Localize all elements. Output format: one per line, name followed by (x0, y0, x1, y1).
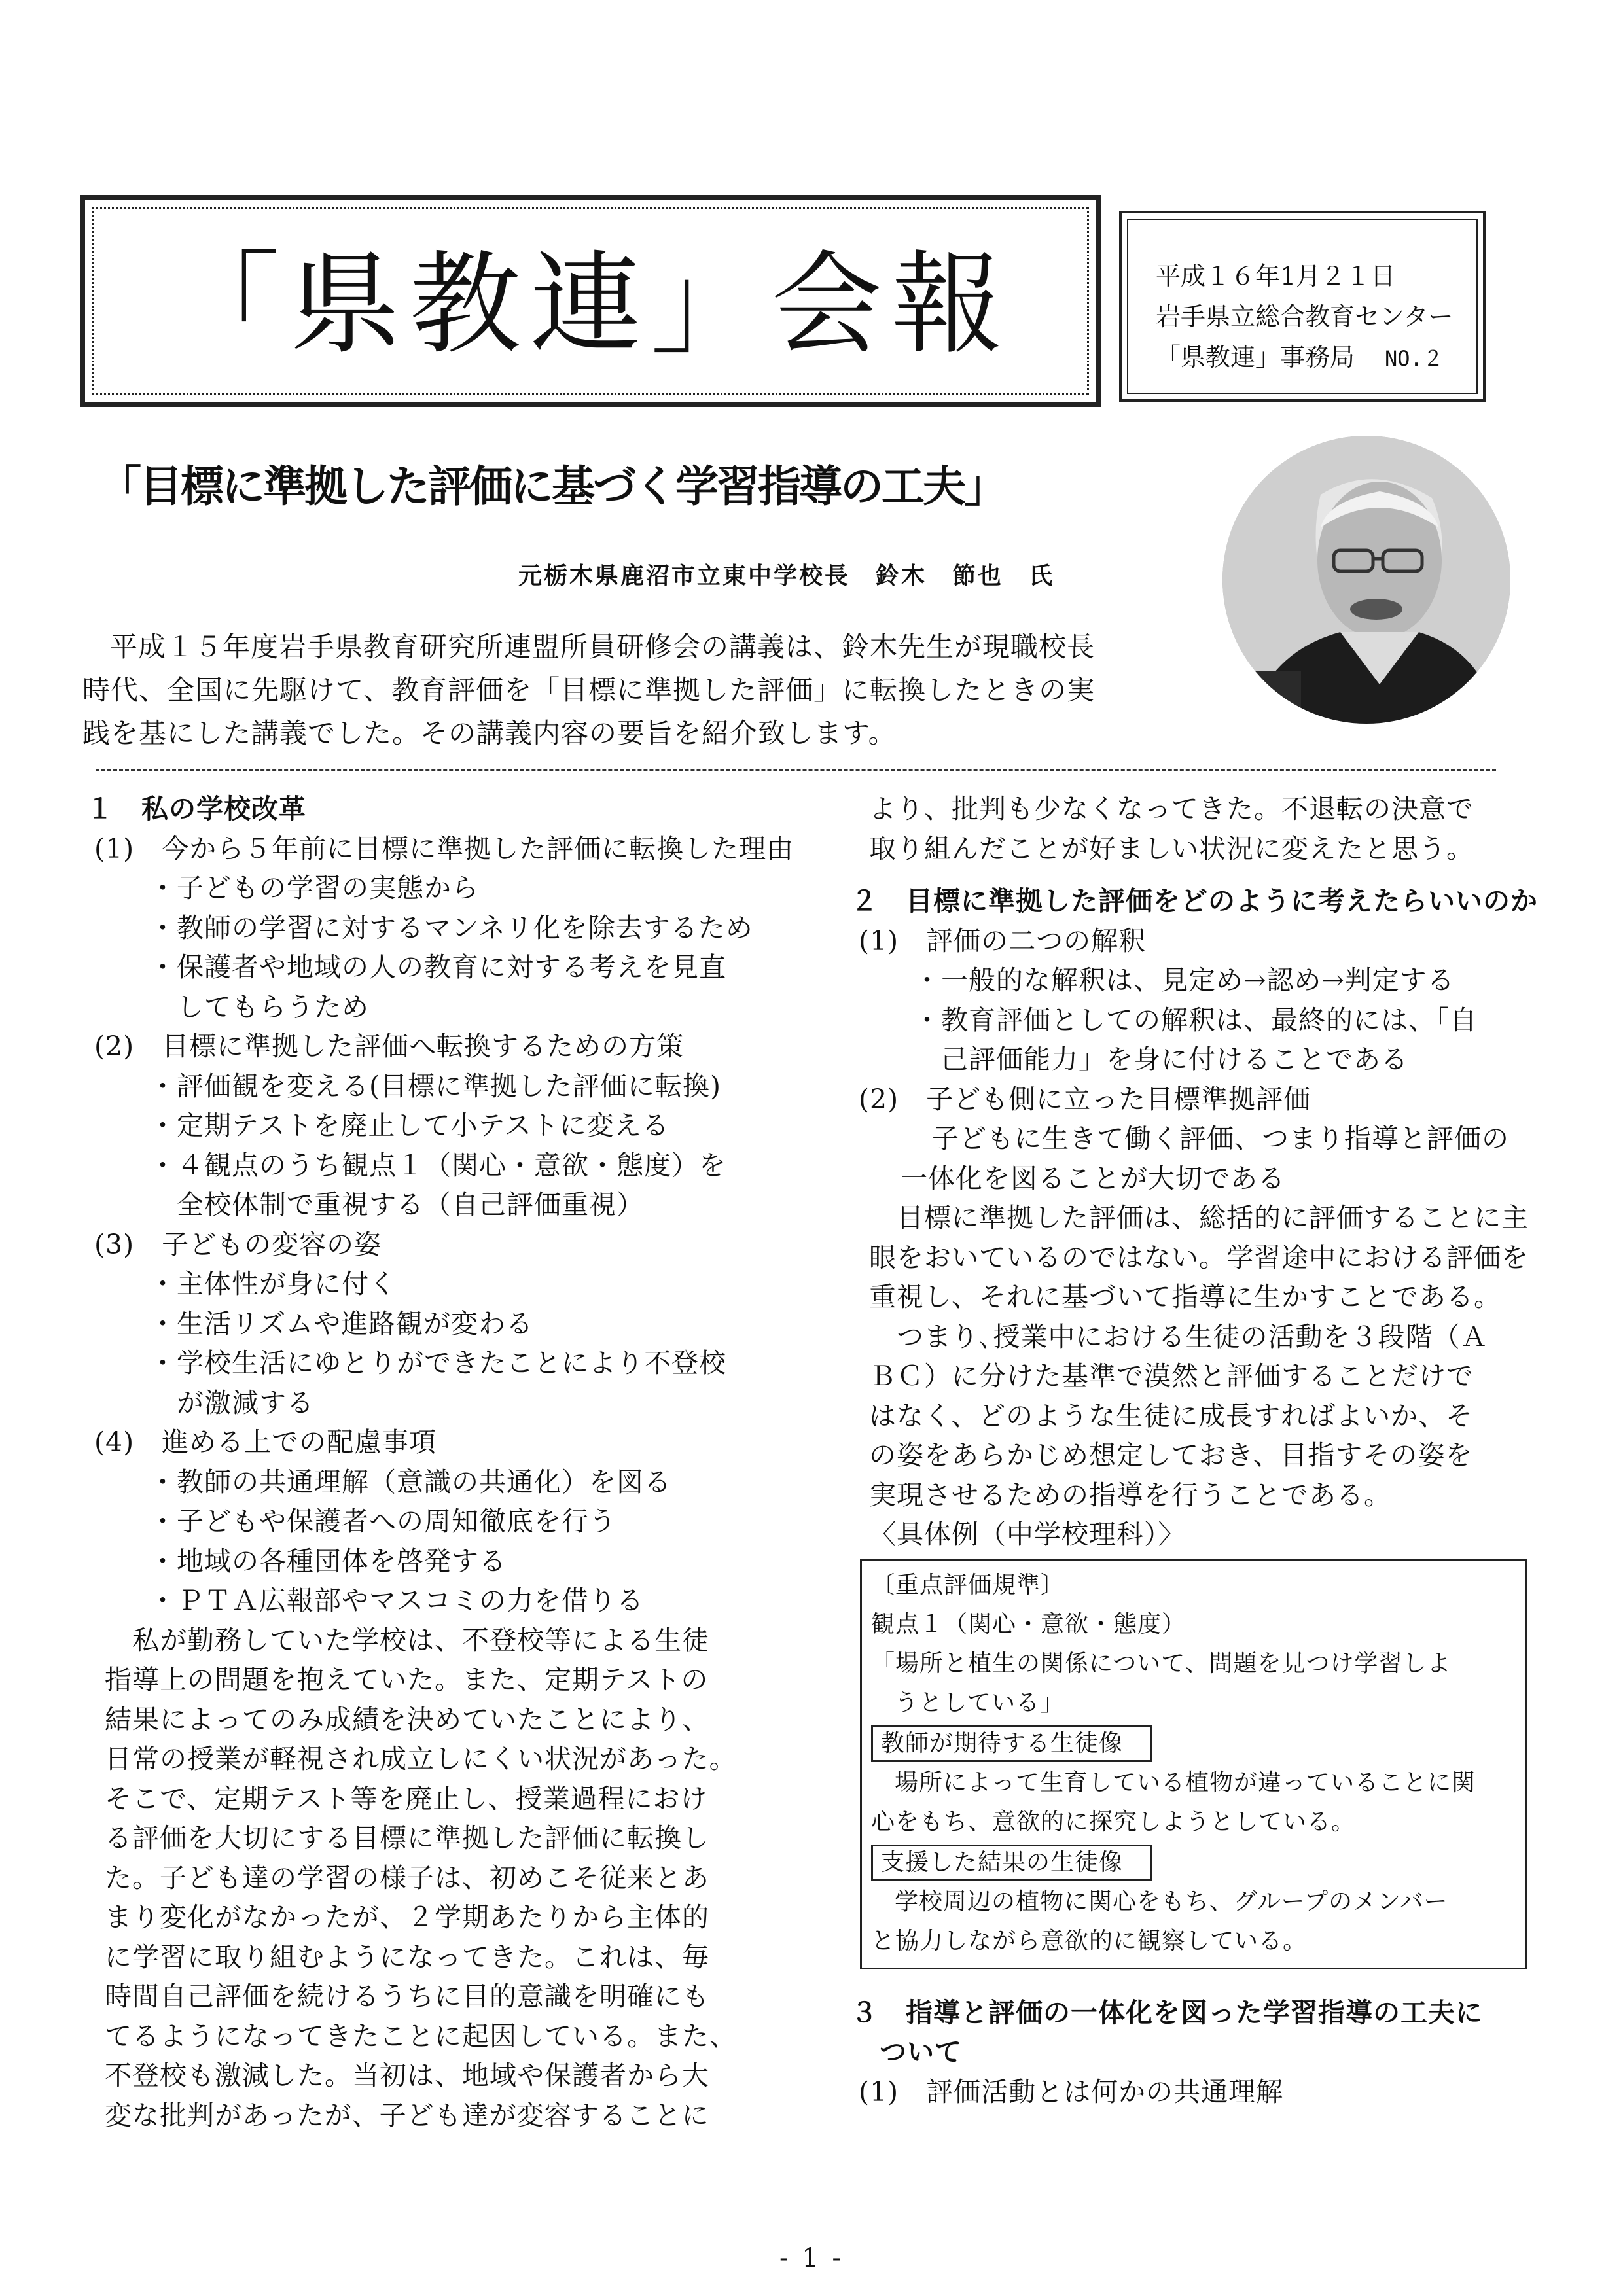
body-line: た。子ども達の学習の様子は、初めこそ従来とあ (105, 1862, 709, 1894)
article-author: 元栃木県鹿沼市立東中学校長 鈴木 節也 氏 (518, 563, 1055, 590)
bullet-item-continued: が激減する (177, 1386, 314, 1419)
viewpoint-line: 観点１（関心・意欲・態度） (871, 1610, 1186, 1638)
body-line: 時間自己評価を続けるうちに目的意識を明確にも (105, 1981, 709, 2012)
section-heading-continued: ついて (880, 2036, 962, 2068)
issue-date: 平成１６年1月２１日 (1156, 262, 1396, 291)
bullet-item: ・評価観を変える(目標に準拠した評価に転換) (149, 1070, 721, 1102)
result-student-text: 学校周辺の植物に関心をもち、グループのメンバー (895, 1888, 1448, 1915)
body-line: より、批判も少なくなってきた。不退転の決意で (869, 793, 1474, 824)
right-column (851, 789, 1544, 2111)
section-heading: ３ 指導と評価の一体化を図った学習指導の工夫に (851, 1996, 1483, 2028)
article-headline: 「目標に準拠した評価に基づく学習指導の工夫」 (98, 461, 1005, 512)
body-line: まり変化がなかったが、２学期あたりから主体的 (105, 1901, 709, 1933)
masthead-frame (80, 195, 1101, 407)
intro-line: 践を基にした講義でした。その講義内容の要旨を紹介致します。 (82, 717, 897, 749)
bullet-item: ・教師の共通理解（意識の共通化）を図る (149, 1466, 671, 1498)
criteria-label: 〔重点評価規準〕 (871, 1571, 1065, 1598)
bullet-item-continued: 全校体制で重視する（自己評価重視） (177, 1189, 644, 1220)
result-student-text: と協力しながら意欲的に観察している。 (871, 1927, 1308, 1954)
subsection-heading: (1) 今から５年前に目標に準拠した評価に転換した理由 (94, 832, 794, 864)
body-line: に学習に取り組むようになってきた。これは、毎 (105, 1941, 709, 1973)
page-number: - 1 - (779, 2243, 844, 2273)
subsection-heading: (4) 進める上での配慮事項 (94, 1426, 437, 1458)
expected-student-text: 場所によって生育している植物が違っていることに関 (895, 1769, 1476, 1796)
expected-student-label: 教師が期待する生徒像 (871, 1725, 1152, 1762)
issue-organization: 岩手県立総合教育センター (1156, 302, 1454, 331)
bullet-item: ・保護者や地域の人の教育に対する考えを見直 (149, 951, 726, 983)
bullet-item: ・生活リズムや進路観が変わる (149, 1307, 534, 1339)
criteria-quote: うとしている」 (895, 1689, 1065, 1716)
bullet-item: ・４観点のうち観点１（関心・意欲・態度）を (149, 1149, 726, 1181)
body-line: 変な批判があったが、子ども達が変容することに (105, 2099, 709, 2131)
bullet-item: ・一般的な解釈は、見定め→認め→判定する (914, 964, 1455, 996)
bullet-item: ・子どもや保護者への周知徹底を行う (149, 1506, 616, 1537)
spacer (851, 868, 1544, 881)
body-line: 一体化を図ることが大切である (901, 1162, 1285, 1194)
left-column (86, 789, 793, 2135)
section-heading: ２ 目標に準拠した評価をどのように考えたらいいのか (851, 885, 1538, 917)
example-box (860, 1559, 1527, 1969)
subsection-heading: (2) 子ども側に立った目標準拠評価 (859, 1083, 1311, 1115)
body-line: てるようになってきたことに起因している。また、 (105, 2020, 737, 2052)
intro-line: 時代、全国に先駆けて、教育評価を「目標に準拠した評価」に転換したときの実 (82, 674, 1096, 706)
bullet-item: ・教育評価としての解釈は、最終的には、「自 (914, 1004, 1478, 1036)
section-divider (96, 769, 1496, 771)
expected-student-text: 心をもち、意欲的に探究しようとしている。 (871, 1808, 1356, 1835)
result-student-label: 支援した結果の生徒像 (871, 1845, 1152, 1881)
body-line: 取り組んだことが好ましい状況に変えたと思う。 (869, 832, 1474, 864)
issue-info-box (1119, 211, 1486, 402)
subsection-heading: (2) 目標に準拠した評価へ転換するための方策 (94, 1031, 685, 1062)
issue-office: 「県教連」事務局 (1156, 343, 1355, 372)
body-line: 目標に準拠した評価は、総括的に評価することに主 (897, 1202, 1529, 1233)
bullet-item: ・学校生活にゆとりができたことにより不登校 (149, 1347, 726, 1379)
bullet-item-continued: 己評価能力」を身に付けることである (941, 1044, 1408, 1075)
body-line: 不登校も激減した。当初は、地域や保護者から大 (105, 2060, 709, 2091)
bullet-item: ・子どもの学習の実態から (149, 872, 479, 904)
body-line: 私が勤務していた学校は、不登校等による生徒 (132, 1624, 709, 1656)
body-line: はなく、どのような生徒に成長すればよいか、そ (869, 1400, 1474, 1432)
subsection-heading: (1) 評価活動とは何かの共通理解 (859, 2075, 1284, 2108)
bullet-item-continued: してもらうため (177, 991, 369, 1023)
body-line: る評価を大切にする目標に準拠した評価に転換し (105, 1822, 709, 1854)
example-heading: 〈具体例（中学校理科）〉 (869, 1519, 1186, 1550)
speaker-portrait-image (1222, 436, 1510, 724)
body-line: 実現させるための指導を行うことである。 (869, 1479, 1391, 1511)
body-line: 結果によってのみ成績を決めていたことにより、 (105, 1703, 709, 1735)
criteria-quote: 「場所と植生の関係について、問題を見つけ学習しよ (871, 1650, 1452, 1677)
section-heading: １ 私の学校改革 (86, 793, 306, 824)
bullet-item: ・主体性が身に付く (149, 1268, 397, 1299)
subsection-heading: (1) 評価の二つの解釈 (859, 925, 1147, 957)
body-line: の姿をあらかじめ想定しておき、目指すその姿を (869, 1439, 1473, 1471)
intro-line: 平成１５年度岩手県教育研究所連盟所員研修会の講義は、鈴木先生が現職校長 (110, 631, 1096, 663)
bullet-item: ・地域の各種団体を啓発する (149, 1545, 507, 1577)
newsletter-title: 「県教連」会報 (168, 240, 1012, 370)
speaker-photo (1222, 436, 1510, 724)
bullet-item: ・教師の学習に対するマンネリ化を除去するため (149, 911, 753, 944)
issue-office-line (1156, 343, 1444, 373)
body-line: 眼をおいているのではない。学習途中における評価を (869, 1241, 1529, 1273)
body-line: ＢＣ）に分けた基準で漠然と評価することだけで (869, 1360, 1474, 1392)
bullet-item: ・ＰＴＡ広報部やマスコミの力を借りる (149, 1585, 644, 1616)
body-line: 重視し、それに基づいて指導に生かすことである。 (869, 1281, 1501, 1313)
spacer (851, 1969, 1544, 1993)
body-line: そこで、定期テスト等を廃止し、授業過程におけ (105, 1782, 708, 1814)
body-line: 指導上の問題を抱えていた。また、定期テストの (105, 1664, 709, 1695)
body-line: つまり､授業中における生徒の活動を３段階（Ａ (897, 1320, 1488, 1352)
subsection-heading: (3) 子どもの変容の姿 (94, 1228, 382, 1260)
intro-paragraph (82, 626, 1221, 755)
bullet-item: ・定期テストを廃止して小テストに変える (149, 1110, 669, 1141)
body-line: 日常の授業が軽視され成立しにくい状況があった。 (105, 1743, 737, 1775)
issue-number: NO.２ (1385, 346, 1444, 371)
body-line: 子どもに生きて働く評価、つまり指導と評価の (932, 1123, 1509, 1154)
